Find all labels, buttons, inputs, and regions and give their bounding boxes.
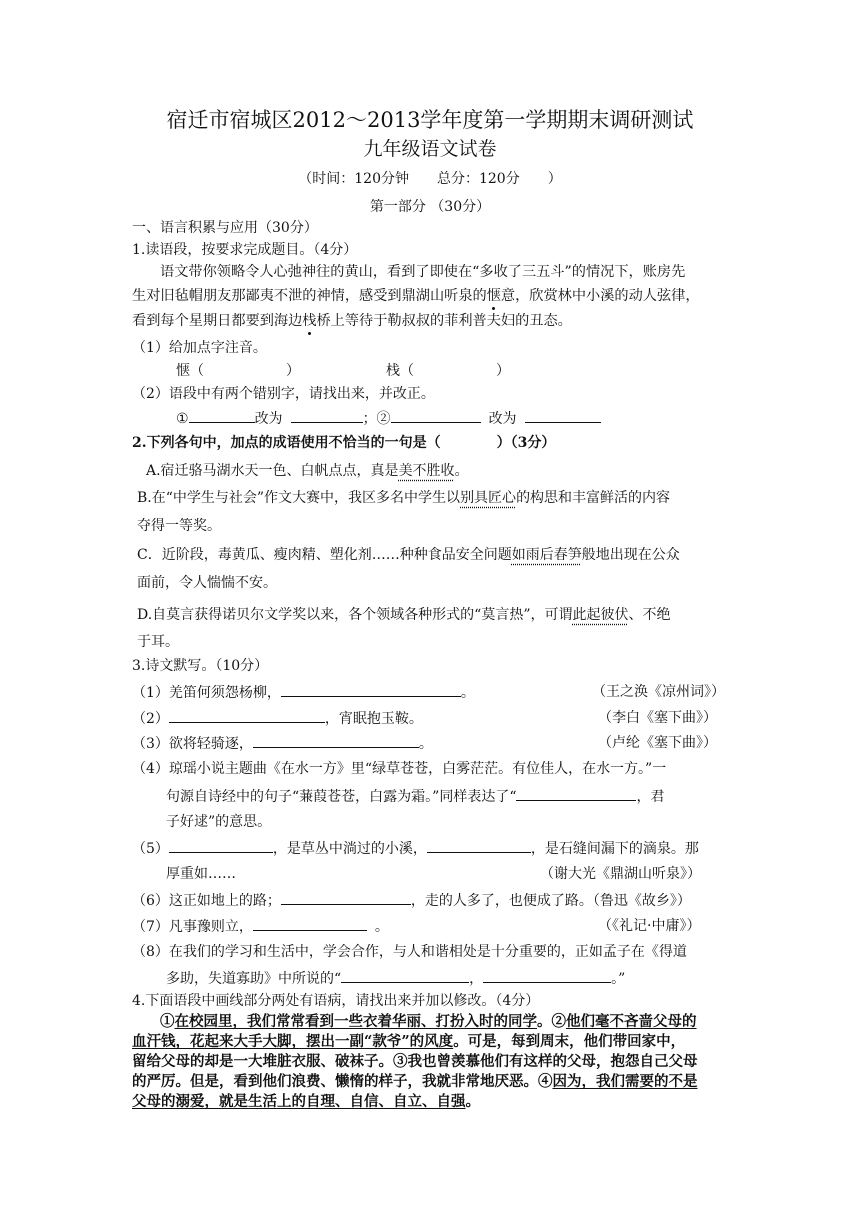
- poem-text: （2）: [132, 711, 169, 727]
- option-text: 般地出现在公众: [581, 547, 680, 563]
- q2-option-d-cont: 于耳。: [137, 634, 179, 650]
- q3-line-7: [132, 916, 389, 937]
- passage-text: 。可是，每到周末，他们带回家中，: [453, 1033, 686, 1050]
- q1-sub2: （2）语段中有两个错别字，请找出来，并改正。: [132, 386, 435, 402]
- answer-blank[interactable]: [516, 786, 636, 801]
- q1-passage-text: 桥上等待于勒叔叔的菲利普夫妇的丑态。: [316, 313, 572, 329]
- answer-blank[interactable]: [281, 890, 411, 905]
- q1-stem: 1.读语段，按要求完成题目。（4分）: [132, 242, 358, 258]
- poem-text: ，君: [636, 789, 665, 805]
- passage-text: 的严厉。但是，看到他们浪费、懒惰的样子，我就非常地厌恶。④: [132, 1073, 553, 1090]
- option-text: D.自莫言获得诺贝尔文学奖以来，各个领域各种形式的“莫言热”，可谓: [137, 607, 573, 623]
- poem-text: 。: [460, 685, 475, 701]
- dotted-idiom: 别具匠心: [460, 490, 517, 506]
- pinyin-label: 栈（: [386, 363, 414, 379]
- answer-blank[interactable]: [253, 916, 367, 931]
- dotted-idiom: 美不胜收: [398, 463, 455, 479]
- answer-blank[interactable]: [341, 968, 469, 983]
- q4-stem: 4.下面语段中画线部分两处有语病，请找出来并加以修改。（4分）: [132, 993, 540, 1009]
- q3-source-2: （李白《塞下曲》）: [598, 710, 717, 726]
- q4-passage-line: [132, 1072, 728, 1092]
- poem-text: （5）: [132, 841, 169, 857]
- poem-text: 。: [374, 919, 389, 935]
- q3-line-8a: （8）在我们的学习和生活中，学会合作，与人和谐相处是十分重要的，正如孟子在《得道: [132, 944, 687, 960]
- q4-passage-line: 留给父母的却是一大堆脏衣服、破袜子。③我也曾羡慕他们有这样的父母，抱怨自己父母: [132, 1053, 698, 1070]
- q4-passage-line: [132, 1092, 728, 1112]
- poem-text: （1）羌笛何须怨杨柳，: [132, 685, 281, 701]
- q3-source-7: （《礼记·中庸》）: [598, 918, 701, 934]
- dotted-idiom: 如雨后春笋: [511, 547, 582, 563]
- q2-option-c-cont: 面前，令人惴惴不安。: [137, 575, 277, 591]
- exam-title: 宿迁市宿城区2012～2013学年度第一学期期末调研测试: [166, 108, 694, 132]
- passage-text: 。: [465, 1093, 480, 1110]
- q1-sub1: （1）给加点字注音。: [132, 340, 267, 356]
- q2-option-b-cont: 夺得一等奖。: [137, 518, 221, 534]
- q1-sub1-pinyin-b: [386, 361, 510, 381]
- section-heading: 一、语言积累与应用（30分）: [132, 220, 318, 236]
- q4-passage-line: [132, 1032, 728, 1052]
- underlined-sentence: 血汗钱，花起来大手大脚，摆出一副“款爷”的风度: [132, 1033, 454, 1050]
- answer-blank[interactable]: [169, 708, 325, 723]
- dotted-char: 栈: [302, 313, 317, 329]
- underlined-sentence: 在校园里，我们常常看到一些衣着华丽、打扮入时的同学: [174, 1013, 537, 1030]
- poem-text: ，是石缝间漏下的滴泉。那: [530, 841, 699, 857]
- poem-text: ，是草丛中淌过的小溪，: [272, 841, 427, 857]
- dotted-char: 惬: [486, 288, 501, 304]
- answer-blank[interactable]: [525, 408, 601, 423]
- q1-passage-text: 生对旧毡帽朋友那鄙夷不泄的神情，感受到鼎湖山听泉的: [132, 288, 487, 304]
- q2-option-d[interactable]: [137, 605, 671, 625]
- poem-text: 多助，失道寡助》中所说的“: [166, 971, 342, 987]
- underlined-sentence: 因为，我们需要的不是: [552, 1073, 698, 1090]
- q1-passage-line-1: 语文带你领略令人心弛神往的黄山，看到了即使在“多收了三五斗”的情况下，账房先: [160, 264, 686, 280]
- q3-line-3: [132, 733, 433, 754]
- q4-passage-line: [132, 1012, 728, 1032]
- underlined-sentence: 他们毫不吝啬父母的: [566, 1013, 697, 1030]
- answer-blank[interactable]: [189, 408, 255, 423]
- q3-line-4b: [166, 786, 664, 807]
- q1-passage-line-2: [132, 286, 700, 306]
- q3-line-2: [132, 708, 423, 729]
- answer-blank[interactable]: [391, 408, 481, 423]
- q2-stem: 2.下列各句中，加点的成语使用不恰当的一句是（ ）（3分）: [132, 435, 556, 451]
- pinyin-label: ）: [286, 363, 300, 379]
- label: 改为: [488, 411, 517, 427]
- option-text: 的构思和丰富鲜活的内容: [516, 490, 671, 506]
- poem-text: 。: [418, 736, 433, 752]
- poem-text: ，: [469, 971, 484, 987]
- pinyin-label: 惬（: [176, 363, 204, 379]
- q1-passage-line-3: [132, 311, 572, 331]
- q3-stem: 3.诗文默写。（10分）: [132, 658, 269, 674]
- q2-option-c[interactable]: [137, 545, 680, 565]
- q3-line-4c: 子好逑”的意思。: [166, 814, 272, 830]
- q2-option-a[interactable]: [146, 461, 469, 481]
- poem-text: ，宵眠抱玉鞍。: [324, 711, 423, 727]
- q3-source-1: （王之涣《凉州词》）: [592, 684, 725, 700]
- q3-line-6: [132, 890, 691, 911]
- q3-line-5: [132, 838, 699, 859]
- marker: 。②: [537, 1013, 566, 1030]
- answer-blank[interactable]: [253, 733, 419, 748]
- underlined-sentence: 父母的溺爱，就是生活上的自理、自信、自立、自强: [132, 1093, 466, 1110]
- marker: ①: [160, 1013, 175, 1030]
- q3-line-8b: [166, 968, 625, 989]
- poem-text: 句源自诗经中的句子“蒹葭苍苍，白露为霜。”同样表达了“: [166, 789, 517, 805]
- marker: ①: [176, 411, 189, 427]
- q1-passage-text: 看到每个星期日都要到海边: [132, 313, 303, 329]
- q1-passage-text: 意，欣赏林中小溪的动人弦律，: [500, 288, 700, 304]
- option-text: C．近阶段，毒黄瓜、瘦肉精、塑化剂……种种食品安全问题: [137, 547, 512, 563]
- exam-subtitle: 九年级语文试卷: [363, 138, 497, 160]
- q4-passage: [132, 1012, 728, 1112]
- answer-blank[interactable]: [483, 968, 611, 983]
- poem-text: 。”: [611, 971, 626, 987]
- label: 改为: [254, 411, 283, 427]
- q3-line-4a: （4）琼瑶小说主题曲《在水一方》里“绿草苍苍，白雾茫茫。有位佳人，在水一方。”一: [132, 761, 667, 777]
- answer-blank[interactable]: [427, 838, 531, 853]
- q3-line-1: [132, 682, 475, 703]
- q2-option-b[interactable]: [137, 488, 670, 508]
- poem-text: ，走的人多了，也便成了路。（鲁迅《故乡》）: [410, 893, 691, 909]
- option-text: A.宿迁骆马湖水天一色、白帆点点，真是: [146, 463, 399, 479]
- option-text: 。: [454, 463, 469, 479]
- answer-blank[interactable]: [281, 682, 461, 697]
- poem-text: （6）这正如地上的路；: [132, 893, 281, 909]
- part-heading: 第一部分 （30分）: [369, 199, 491, 215]
- poem-text: （3）欲将轻骑逐，: [132, 736, 253, 752]
- option-text: 、不绝: [628, 607, 671, 623]
- dotted-idiom: 此起彼伏: [572, 607, 629, 623]
- pinyin-label: ）: [496, 363, 510, 379]
- option-text: B.在“中学生与社会”作文大赛中，我区多名中学生以: [137, 490, 461, 506]
- q3-line-5d: 厚重如……: [166, 866, 236, 882]
- q3-source-5: （谢大光《鼎湖山听泉》）: [540, 866, 701, 882]
- marker: ；②: [362, 411, 391, 427]
- q1-sub2-blanks: [176, 408, 601, 429]
- exam-meta: （时间：120分钟 总分：120分 ）: [298, 171, 562, 187]
- q3-source-3: （卢纶《塞下曲》）: [598, 735, 717, 751]
- poem-text: （7）凡事豫则立，: [132, 919, 253, 935]
- answer-blank[interactable]: [291, 408, 363, 423]
- answer-blank[interactable]: [169, 838, 273, 853]
- q1-sub1-pinyin-a: [176, 361, 300, 381]
